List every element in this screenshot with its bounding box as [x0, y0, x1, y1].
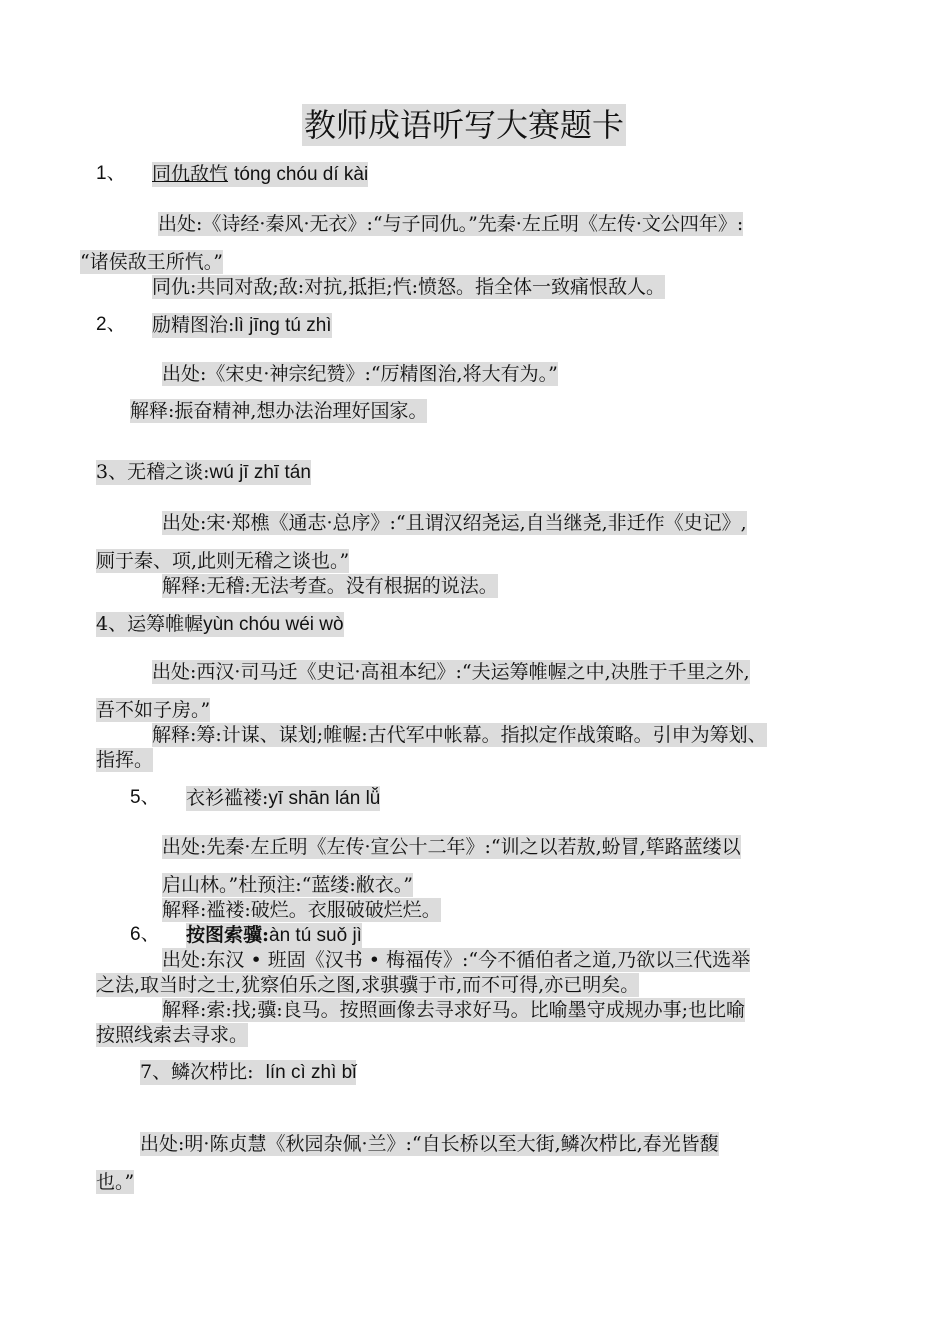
- entry-6-idiom: 按图索骥:: [186, 924, 270, 946]
- entry-7-idiom-row: [140, 1060, 356, 1085]
- entry-4-explanation: 解释:筹:计谋、谋划;帷幄:古代军中帐幕。指拟定作战策略。引申为筹划、: [152, 724, 767, 746]
- entry-6-source-cont: 之法,取当时之士,犹察伯乐之图,求骐骥于市,而不可得,亦已明矣。: [96, 974, 640, 996]
- entry-6-explanation: 解释:索:找;骥:良马。按照画像去寻求好马。比喻墨守成规办事;也比喻: [162, 999, 746, 1021]
- entry-1-idiom: 同仇敌忾: [152, 163, 229, 185]
- entry-4-idiom-row: [96, 612, 344, 637]
- entry-3-source-cont: 厕于秦、项,此则无稽之谈也。”: [96, 550, 350, 572]
- entry-4-idiom: 4、运筹帷幄: [96, 613, 204, 635]
- entry-5-pinyin: yī shān lán lǚ: [268, 788, 381, 809]
- entry-7-source-cont: 也。”: [96, 1171, 135, 1193]
- entry-5-source-cont: 启山林。”杜预注:“蓝缕:敝衣。”: [162, 874, 413, 896]
- entry-1-number: 1、: [96, 163, 126, 184]
- entry-2-number: 2、: [96, 314, 126, 335]
- entry-7-pinyin: lín cì zhì bǐ: [265, 1062, 357, 1083]
- entry-5-explanation: 解释:褴褛:破烂。衣服破破烂烂。: [162, 899, 441, 921]
- page-title: 教师成语听写大赛题卡: [304, 106, 625, 144]
- entry-3-pinyin: wú jī zhī tán: [209, 462, 311, 483]
- entry-1-source-cont: “诸侯敌王所忾。”: [80, 251, 223, 273]
- entry-1-source: 出处:《诗经·秦风·无衣》:“与子同仇。”先秦·左丘明《左传·文公四年》:: [158, 213, 744, 235]
- entry-6-explanation-cont: 按照线索去寻求。: [96, 1024, 249, 1046]
- entry-3-idiom: 3、无稽之谈:: [96, 461, 210, 483]
- entry-3-source: 出处:宋·郑樵《通志·总序》:“且谓汉绍尧运,自当继尧,非迁作《史记》,: [162, 512, 747, 534]
- entry-1-explanation: 同仇:共同对敌;敌:对抗,抵拒;忾:愤怒。指全体一致痛恨敌人。: [152, 276, 666, 298]
- entry-6-source: 出处:东汉 • 班固《汉书 • 梅福传》:“今不循伯者之道,乃欲以三代选举: [162, 949, 751, 971]
- entry-5-idiom: 衣衫褴褛:: [186, 787, 269, 809]
- entry-5-number: 5、: [130, 787, 160, 808]
- entry-5-source: 出处:先秦·左丘明《左传·宣公十二年》:“训之以若敖,蚡冒,筚路蓝缕以: [162, 836, 741, 858]
- entry-3-idiom-row: [96, 460, 311, 485]
- entry-6-idiom-row: [186, 923, 362, 948]
- entry-4-explanation-cont: 指挥。: [96, 749, 154, 771]
- entry-2-idiom: 励精图治:: [152, 314, 235, 336]
- entry-5-idiom-row: [186, 786, 380, 811]
- entry-6-number: 6、: [130, 924, 160, 945]
- entry-1-pinyin: tóng chóu dí kài: [234, 164, 369, 185]
- entry-4-pinyin: yùn chóu wéi wò: [203, 614, 344, 635]
- entry-2-pinyin: lì jīng tú zhì: [234, 315, 332, 336]
- entry-1-idiom-row: [152, 162, 368, 187]
- entry-6-pinyin: àn tú suǒ jì: [269, 925, 362, 946]
- entry-4-source: 出处:西汉·司马迁《史记·高祖本纪》:“夫运筹帷幄之中,决胜于千里之外,: [152, 661, 750, 683]
- entry-2-source: 出处:《宋史·神宗纪赞》:“厉精图治,将大有为。”: [162, 363, 558, 385]
- entry-7-idiom: 7、鳞次栉比:: [140, 1061, 254, 1083]
- entry-4-source-cont: 吾不如子房。”: [96, 699, 211, 721]
- entry-2-explanation: 解释:振奋精神,想办法治理好国家。: [130, 400, 428, 422]
- entry-7-source: 出处:明·陈贞慧《秋园杂佩·兰》:“自长桥以至大街,鳞次栉比,春光皆馥: [140, 1133, 719, 1155]
- entry-3-explanation: 解释:无稽:无法考查。没有根据的说法。: [162, 575, 498, 597]
- entry-2-idiom-row: [152, 313, 332, 338]
